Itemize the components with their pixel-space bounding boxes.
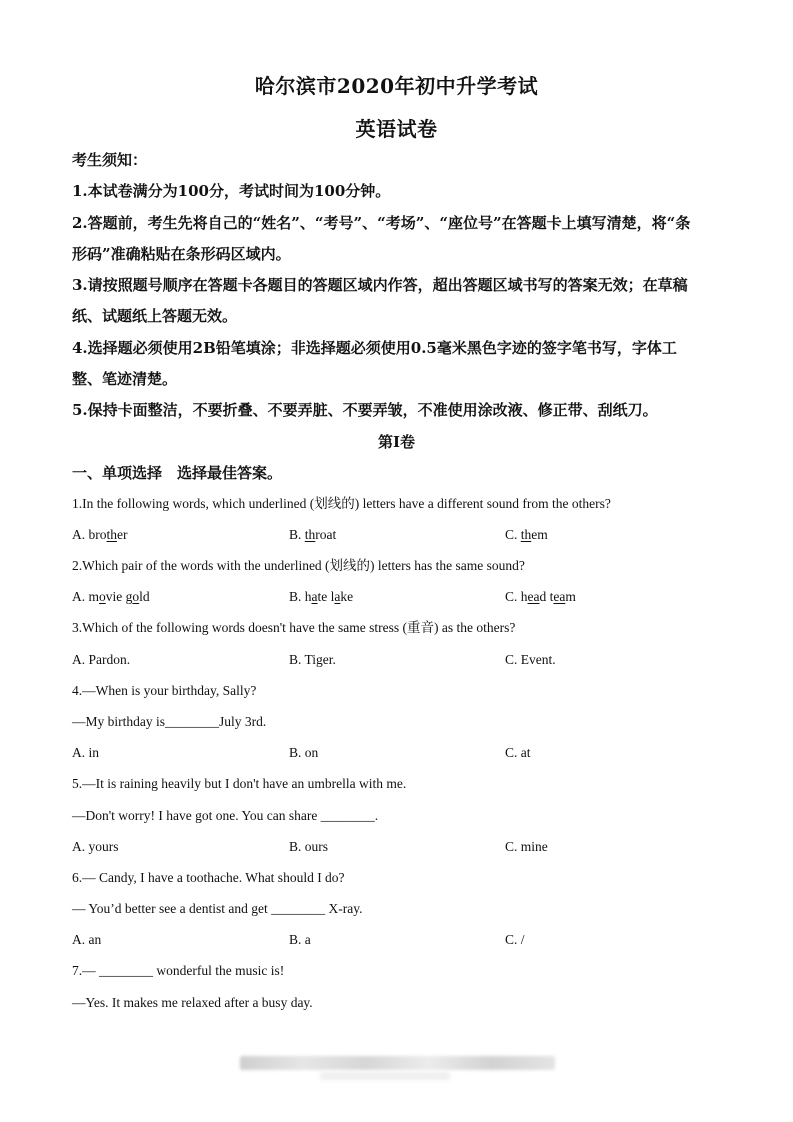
question-1-option-b: B. throat: [289, 527, 337, 542]
notice-line-8: 5.保持卡面整洁，不要折叠、不要弄脏、不要弄皱，不准使用涂改液、修正带、刮纸刀。: [72, 401, 658, 419]
question-4-option-c: C. at: [505, 745, 531, 760]
notice-line-7: 整、笔迹清楚。: [72, 370, 178, 388]
question-5-line-2: —Don't worry! I have got one. You can share ________.: [72, 808, 379, 823]
exam-title: 哈尔滨市2020年初中升学考试: [254, 74, 539, 98]
notice-line-6: 4.选择题必须使用2B铅笔填涂；非选择题必须使用0.5毫米黑色字迹的签字笔书写，字体工: [72, 339, 677, 357]
question-3-option-b: B. Tiger.: [289, 652, 336, 667]
question-1-option-a: A. brother: [72, 527, 128, 542]
question-6-line-2: — You’d better see a dentist and get ________ X-ray.: [72, 901, 363, 916]
notice-heading: 考生须知：: [72, 151, 148, 169]
notice-line-2: 2.答题前，考生先将自己的“姓名”、“考号”、“考场”、“座位号”在答题卡上填写清楚，将“条: [72, 214, 691, 232]
question-2-option-b: B. hate lake: [289, 589, 354, 604]
exam-subtitle: 英语试卷: [355, 117, 438, 141]
notice-line-4: 3.请按照题号顺序在答题卡各题目的答题区域内作答，超出答题区域书写的答案无效；在草稿: [72, 276, 688, 294]
notice-line-1: 1.本试卷满分为100分，考试时间为100分钟。: [72, 182, 391, 200]
question-6-option-c: C. /: [505, 932, 525, 947]
question-6-option-b: B. a: [289, 932, 311, 947]
question-4-option-b: B. on: [289, 745, 319, 760]
question-2-option-c: C. head team: [505, 589, 576, 604]
question-1-option-c: C. them: [505, 527, 548, 542]
question-3-option-a: A. Pardon.: [72, 652, 131, 667]
question-1-stem: 1.In the following words, which underlined (划线的) letters have a different sound from the others?: [72, 496, 611, 511]
question-4-line-2: —My birthday is________July 3rd.: [72, 714, 267, 729]
question-7-line-1: 7.— ________ wonderful the music is!: [72, 963, 285, 978]
question-7-line-2: —Yes. It makes me relaxed after a busy day.: [72, 995, 313, 1010]
question-5-option-b: B. ours: [289, 839, 329, 854]
notice-line-5: 纸、试题纸上答题无效。: [72, 307, 238, 325]
part-title: 一、单项选择 选择最佳答案。: [72, 464, 283, 482]
question-2-stem: 2.Which pair of the words with the underlined (划线的) letters has the same sound?: [72, 558, 525, 573]
question-3-stem: 3.Which of the following words doesn't have the same stress (重音) as the others?: [72, 620, 516, 635]
notice-line-3: 形码”准确粘贴在条形码区域内。: [72, 245, 291, 263]
question-5-option-c: C. mine: [505, 839, 548, 854]
question-5-line-1: 5.—It is raining heavily but I don't have an umbrella with me.: [72, 776, 407, 791]
footer-watermark: [240, 1056, 555, 1070]
question-3-option-c: C. Event.: [505, 652, 556, 667]
question-5-option-a: A. yours: [72, 839, 119, 854]
footer-watermark-secondary: [320, 1072, 450, 1080]
question-2-option-a: A. movie gold: [72, 589, 150, 604]
question-6-option-a: A. an: [72, 932, 102, 947]
question-6-line-1: 6.— Candy, I have a toothache. What should I do?: [72, 870, 345, 885]
section-title: 第Ⅰ卷: [377, 433, 416, 451]
question-4-option-a: A. in: [72, 745, 99, 760]
question-4-line-1: 4.—When is your birthday, Sally?: [72, 683, 257, 698]
